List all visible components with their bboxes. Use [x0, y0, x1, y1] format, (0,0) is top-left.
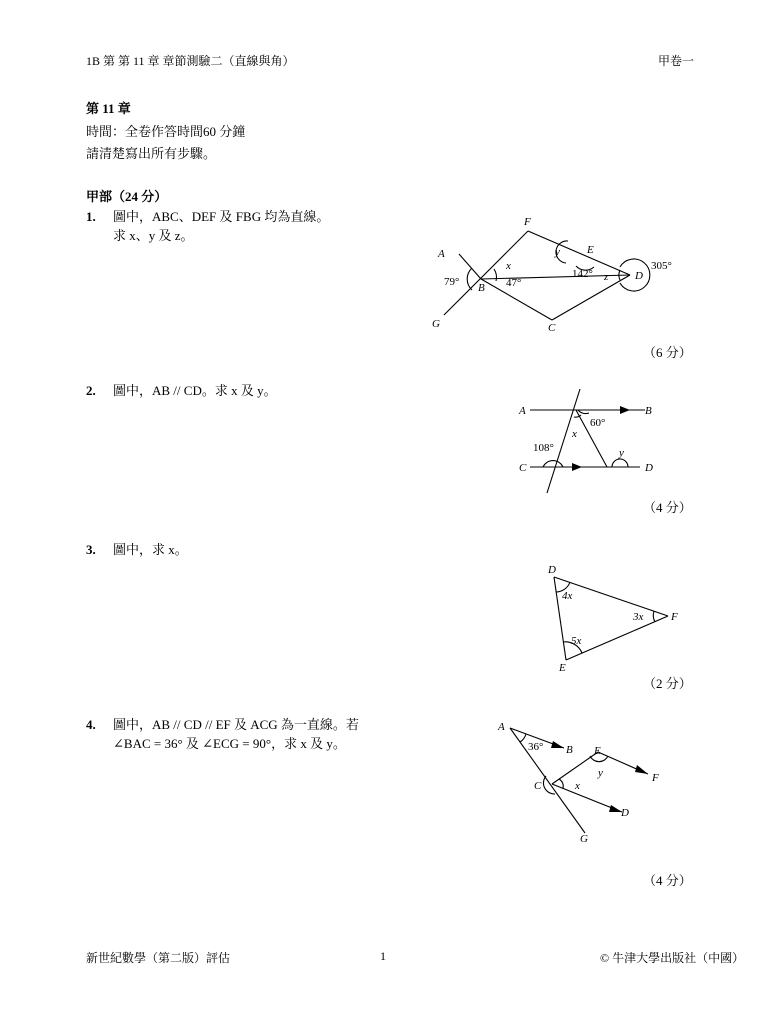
label-d: D [621, 807, 629, 819]
label-z: z [604, 271, 609, 283]
header-paper-label: 甲卷一 [658, 54, 695, 68]
label-g: G [580, 833, 588, 845]
label-d: D [645, 462, 653, 474]
figure-q4 [490, 715, 670, 850]
footer-book-title: 新世紀數學（第二版）評估 [86, 951, 231, 965]
question-line: 求 x、y 及 z。 [113, 228, 194, 243]
question-line: ∠BAC = 36° 及 ∠ECG = 90°，求 x 及 y。 [113, 736, 346, 751]
label-a: A [498, 721, 505, 733]
header-title: 1B 第 第 11 章 章節測驗二（直線與角） [86, 54, 295, 68]
label-x: x [506, 260, 511, 272]
label-y: y [598, 767, 603, 779]
instruction-text: 請清楚寫出所有步驟。 [86, 146, 217, 161]
question-number: 4. [86, 717, 96, 732]
label-d: D [548, 564, 556, 576]
label-y: y [619, 447, 624, 459]
angle-142: 142° [572, 268, 593, 280]
label-c: C [548, 322, 556, 334]
part-heading: 甲部（24 分） [86, 189, 168, 204]
angle-5x: 5x [571, 635, 582, 647]
question-number: 2. [86, 383, 96, 398]
figure-q2 [510, 385, 660, 500]
angle-108: 108° [533, 442, 554, 454]
question-number: 3. [86, 542, 96, 557]
label-g: G [432, 318, 440, 330]
label-b: B [566, 744, 573, 756]
question-text: 圖中，求 x。 [113, 542, 188, 557]
footer-copyright: © 牛津大學出版社（中國） [600, 951, 745, 965]
label-y: y [555, 246, 560, 258]
angle-79: 79° [444, 276, 460, 288]
label-a: A [519, 405, 526, 417]
label-x: x [575, 780, 580, 792]
marks-label: （2 分） [643, 676, 692, 691]
chapter-title: 第 11 章 [86, 101, 131, 116]
label-e: E [587, 244, 594, 256]
marks-label: （6 分） [643, 345, 692, 360]
question-number: 1. [86, 209, 96, 224]
time-allowed: 時間：全卷作答時間60 分鐘 [86, 124, 246, 139]
figure-q3 [540, 560, 685, 675]
angle-305: 305° [651, 260, 672, 272]
question-text: 圖中，AB // CD。求 x 及 y。 [113, 383, 277, 398]
label-f: F [652, 772, 659, 784]
label-c: C [519, 462, 527, 474]
label-f: F [671, 611, 678, 623]
angle-4x: 4x [562, 590, 573, 602]
label-b: B [478, 282, 485, 294]
label-c: C [534, 780, 542, 792]
question-text [113, 715, 359, 753]
label-d: D [635, 270, 643, 282]
angle-36: 36° [528, 741, 544, 753]
question-line: 圖中，AB // CD // EF 及 ACG 為一直線。若 [113, 717, 359, 732]
label-e: E [594, 745, 601, 757]
label-e: E [559, 662, 566, 674]
marks-label: （4 分） [643, 500, 692, 515]
angle-47: 47° [506, 277, 522, 289]
label-b: B [645, 405, 652, 417]
label-x: x [572, 428, 577, 440]
question-line: 圖中，ABC、DEF 及 FBG 均為直線。 [113, 209, 330, 224]
label-f: F [524, 216, 531, 228]
label-a: A [438, 248, 445, 260]
marks-label: （4 分） [643, 873, 692, 888]
figure-q1 [420, 205, 690, 340]
angle-3x: 3x [633, 611, 644, 623]
question-text [113, 207, 329, 245]
page-number: 1 [380, 949, 386, 963]
angle-60: 60° [590, 417, 606, 429]
